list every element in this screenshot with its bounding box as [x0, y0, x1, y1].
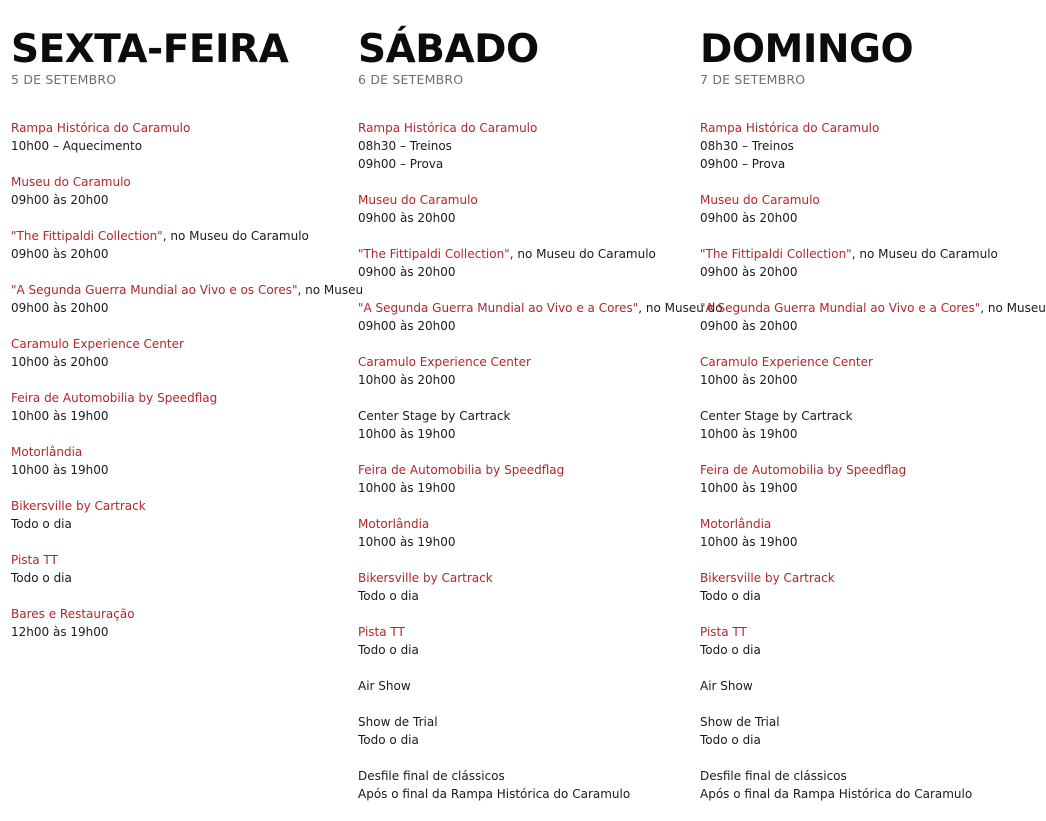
event-time: 09h00 às 20h00: [11, 301, 109, 315]
event-item: [358, 515, 688, 551]
event-title[interactable]: [11, 335, 346, 353]
event-time: 09h00 – Prova: [700, 157, 786, 171]
event-time: Todo o dia: [700, 643, 761, 657]
event-title[interactable]: [358, 623, 688, 641]
day-title: SEXTA-FEIRA: [11, 27, 289, 72]
event-time: 10h00 às 19h00: [358, 481, 456, 495]
event-time: 10h00 às 19h00: [700, 535, 798, 549]
event-title[interactable]: [700, 245, 1032, 263]
event-item: [358, 299, 723, 335]
event-link[interactable]: Museu do Caramulo: [700, 193, 820, 207]
event-title: [700, 407, 1032, 425]
event-time: Após o final da Rampa Histórica do Caramulo: [700, 787, 973, 801]
event-time: Todo o dia: [358, 589, 419, 603]
event-venue: , no Museu: [980, 301, 1046, 315]
event-item: [700, 299, 1046, 335]
event-title[interactable]: [11, 227, 346, 245]
event-item: [358, 353, 688, 389]
event-title[interactable]: [358, 119, 688, 137]
event-list: [11, 119, 364, 641]
event-item: [11, 389, 346, 425]
event-link[interactable]: Feira de Automobilia by Speedflag: [700, 463, 907, 477]
event-title[interactable]: [11, 605, 346, 623]
event-time: 10h00 às 20h00: [700, 373, 798, 387]
event-title: [358, 407, 688, 425]
event-link[interactable]: Museu do Caramulo: [11, 175, 131, 189]
event-link[interactable]: "The Fittipaldi Collection": [11, 229, 163, 243]
event-time: Após o final da Rampa Histórica do Caramulo: [358, 787, 631, 801]
event-name: Center Stage by Cartrack: [358, 409, 511, 423]
event-item: [11, 227, 346, 263]
event-time: 09h00 às 20h00: [700, 211, 798, 225]
event-item: [358, 407, 688, 443]
day-date: 7 DE SETEMBRO: [700, 72, 806, 87]
day-title: SÁBADO: [358, 27, 539, 72]
event-item: [358, 191, 688, 227]
event-link[interactable]: "A Segunda Guerra Mundial ao Vivo e os Cores": [11, 283, 298, 297]
event-time: 10h00 às 19h00: [358, 427, 456, 441]
event-item: [700, 191, 1032, 227]
event-link[interactable]: "A Segunda Guerra Mundial ao Vivo e a Cores": [700, 301, 981, 315]
event-link[interactable]: Caramulo Experience Center: [700, 355, 873, 369]
event-link[interactable]: Caramulo Experience Center: [11, 337, 184, 351]
event-item: [700, 461, 1032, 497]
event-link[interactable]: Bikersville by Cartrack: [11, 499, 146, 513]
event-name: Desfile final de clássicos: [358, 769, 505, 783]
event-title[interactable]: [11, 497, 346, 515]
event-time: Todo o dia: [11, 571, 72, 585]
event-title[interactable]: [700, 191, 1032, 209]
event-link[interactable]: Motorlândia: [11, 445, 83, 459]
event-time: 09h00 às 20h00: [358, 211, 456, 225]
event-title[interactable]: [11, 281, 364, 299]
event-item: [11, 119, 346, 155]
day-title: DOMINGO: [700, 27, 914, 72]
event-item: [358, 623, 688, 659]
event-time: 12h00 às 19h00: [11, 625, 109, 639]
event-title[interactable]: [358, 191, 688, 209]
event-link[interactable]: Pista TT: [358, 625, 405, 639]
event-time: 10h00 às 20h00: [11, 355, 109, 369]
event-item: [358, 461, 688, 497]
event-title[interactable]: [358, 299, 723, 317]
event-time: 09h00 – Prova: [358, 157, 444, 171]
event-time: 10h00 às 19h00: [11, 409, 109, 423]
event-title: [358, 677, 688, 695]
event-title: [358, 713, 688, 731]
event-time: Todo o dia: [358, 733, 419, 747]
event-item: [358, 569, 688, 605]
event-title[interactable]: [358, 245, 688, 263]
event-title: [700, 713, 1032, 731]
event-name: Center Stage by Cartrack: [700, 409, 853, 423]
event-link[interactable]: Pista TT: [700, 625, 747, 639]
event-item: [358, 767, 688, 803]
event-item: [700, 677, 1032, 695]
event-item: [700, 713, 1032, 749]
event-time: 10h00 às 19h00: [11, 463, 109, 477]
event-item: [11, 497, 346, 533]
event-title[interactable]: [700, 461, 1032, 479]
day-column-saturday: [358, 27, 723, 821]
event-title: [700, 767, 1032, 785]
event-time: 08h30 – Treinos: [358, 139, 452, 153]
event-time: Todo o dia: [358, 643, 419, 657]
event-item: [11, 443, 346, 479]
event-time: 10h00 – Aquecimento: [11, 139, 143, 153]
event-venue: , no Museu do Caramulo: [851, 247, 998, 261]
event-link[interactable]: "A Segunda Guerra Mundial ao Vivo e a Cores": [358, 301, 639, 315]
event-time: 09h00 às 20h00: [358, 319, 456, 333]
event-time: 09h00 às 20h00: [700, 319, 798, 333]
event-link[interactable]: Bikersville by Cartrack: [700, 571, 835, 585]
event-time: 08h30 – Treinos: [700, 139, 794, 153]
event-link[interactable]: Motorlândia: [358, 517, 430, 531]
event-time: 10h00 às 20h00: [358, 373, 456, 387]
event-link[interactable]: Bares e Restauração: [11, 607, 135, 621]
event-name: Air Show: [700, 679, 753, 693]
event-time: 09h00 às 20h00: [358, 265, 456, 279]
event-time: 10h00 às 19h00: [700, 427, 798, 441]
event-time: Todo o dia: [11, 517, 72, 531]
event-venue: , no Museu do Caramulo: [162, 229, 309, 243]
event-title[interactable]: [700, 353, 1032, 371]
event-link[interactable]: Feira de Automobilia by Speedflag: [358, 463, 565, 477]
event-name: Show de Trial: [358, 715, 438, 729]
event-item: [11, 551, 346, 587]
event-item: [11, 605, 346, 641]
event-title[interactable]: [700, 569, 1032, 587]
event-item: [700, 623, 1032, 659]
event-title[interactable]: [358, 353, 688, 371]
event-link[interactable]: Bikersville by Cartrack: [358, 571, 493, 585]
event-item: [700, 119, 1032, 173]
event-item: [358, 119, 688, 173]
day-date: 6 DE SETEMBRO: [358, 72, 464, 87]
event-time: Todo o dia: [700, 733, 761, 747]
event-title[interactable]: [11, 551, 346, 569]
event-title[interactable]: [700, 299, 1046, 317]
event-title[interactable]: [358, 569, 688, 587]
event-link[interactable]: Pista TT: [11, 553, 58, 567]
event-item: [11, 281, 364, 317]
event-item: [700, 245, 1032, 281]
event-title[interactable]: [700, 515, 1032, 533]
event-time: 10h00 às 19h00: [358, 535, 456, 549]
event-link[interactable]: Rampa Histórica do Caramulo: [11, 121, 191, 135]
event-item: [700, 353, 1032, 389]
day-column-friday: [11, 27, 364, 659]
event-title[interactable]: [11, 173, 346, 191]
event-time: Todo o dia: [700, 589, 761, 603]
event-link[interactable]: Rampa Histórica do Caramulo: [700, 121, 880, 135]
event-time: 10h00 às 19h00: [700, 481, 798, 495]
event-title[interactable]: [700, 623, 1032, 641]
event-time: 09h00 às 20h00: [11, 193, 109, 207]
event-venue: , no Museu: [297, 283, 364, 297]
event-time: 09h00 às 20h00: [11, 247, 109, 261]
event-venue: , no Museu do: [638, 301, 723, 315]
event-time: 09h00 às 20h00: [700, 265, 798, 279]
event-venue: , no Museu do Caramulo: [509, 247, 656, 261]
event-link[interactable]: Caramulo Experience Center: [358, 355, 531, 369]
event-title: [358, 767, 688, 785]
event-link[interactable]: "The Fittipaldi Collection": [700, 247, 852, 261]
event-link[interactable]: Feira de Automobilia by Speedflag: [11, 391, 218, 405]
event-name: Air Show: [358, 679, 411, 693]
event-list: [358, 119, 723, 803]
day-date: 5 DE SETEMBRO: [11, 72, 117, 87]
event-item: [700, 407, 1032, 443]
event-title[interactable]: [11, 443, 346, 461]
event-title[interactable]: [11, 119, 346, 137]
event-name: Show de Trial: [700, 715, 780, 729]
event-link[interactable]: Museu do Caramulo: [358, 193, 478, 207]
event-item: [700, 767, 1032, 803]
event-link[interactable]: "The Fittipaldi Collection": [358, 247, 510, 261]
event-item: [358, 677, 688, 695]
event-item: [358, 245, 688, 281]
event-item: [700, 515, 1032, 551]
event-title[interactable]: [11, 389, 346, 407]
event-item: [700, 569, 1032, 605]
event-item: [11, 335, 346, 371]
event-item: [11, 173, 346, 209]
event-title[interactable]: [358, 515, 688, 533]
event-title: [700, 677, 1032, 695]
event-link[interactable]: Rampa Histórica do Caramulo: [358, 121, 538, 135]
event-title[interactable]: [700, 119, 1032, 137]
event-name: Desfile final de clássicos: [700, 769, 847, 783]
event-item: [358, 713, 688, 749]
event-list: [700, 119, 1046, 803]
event-link[interactable]: Motorlândia: [700, 517, 772, 531]
event-title[interactable]: [358, 461, 688, 479]
day-column-sunday: [700, 27, 1046, 821]
